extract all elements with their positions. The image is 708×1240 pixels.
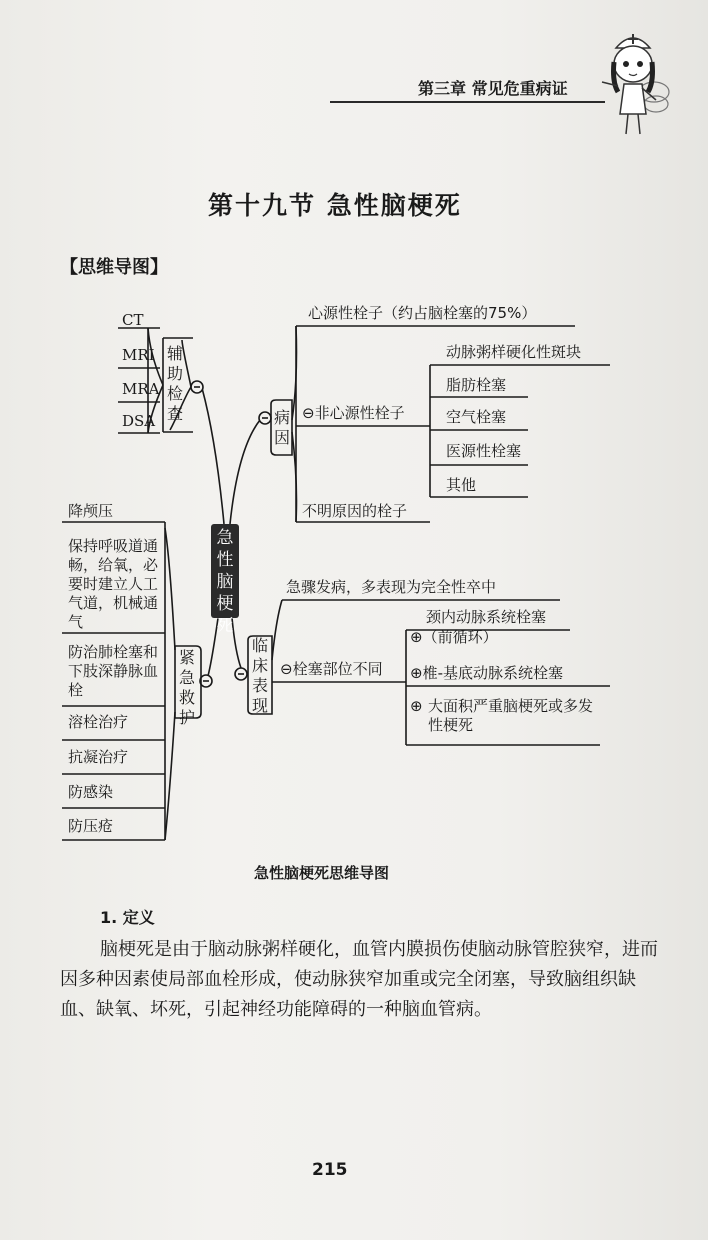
mind-map-caption: 急性脑梗死思维导图: [254, 864, 390, 882]
mind-map-center-node: [211, 524, 239, 636]
definition-heading: 1. 定义: [100, 908, 155, 927]
aux-exam-item: DSA: [122, 412, 156, 430]
section-title: 第十九节 急性脑梗死: [208, 191, 462, 220]
emergency-item: 降颅压: [68, 502, 114, 520]
emergency-label: 紧急救护: [178, 648, 195, 727]
etiology-item: 空气栓塞: [446, 408, 507, 426]
aux-exam-label: 辅助检查: [166, 344, 183, 423]
etiology-item: 其他: [446, 476, 477, 494]
etiology-item: 医源性栓塞: [446, 442, 522, 460]
clinical-carotid-sub: ⊕（前循环）: [410, 628, 498, 646]
etiology-item: 动脉粥样硬化性斑块: [446, 343, 582, 361]
etiology-label: 病因: [273, 408, 290, 447]
emergency-item: 防治肺栓塞和下肢深静脉血栓: [68, 643, 159, 699]
chapter-header: 第三章 常见危重病证: [418, 79, 568, 98]
etiology-item: 脂肪栓塞: [446, 376, 507, 394]
center-label: 急性脑梗死: [216, 528, 234, 636]
emergency-item: 溶栓治疗: [68, 713, 129, 731]
clinical-massive-prefix: ⊕: [410, 697, 423, 715]
aux-exam-item: MRI: [122, 346, 155, 364]
clinical-massive: 大面积严重脑梗死或多发性梗死: [428, 697, 594, 734]
clinical-location: ⊖栓塞部位不同: [280, 660, 383, 678]
clinical-vertebral: ⊕椎-基底动脉系统栓塞: [410, 664, 563, 682]
aux-exam-item: CT: [122, 311, 144, 329]
aux-exam-item: MRA: [122, 380, 160, 398]
etiology-non-cardiogenic: ⊖非心源性栓子: [302, 404, 405, 422]
emergency-item: 抗凝治疗: [68, 748, 129, 766]
emergency-item: 保持呼吸道通畅，给氧，必要时建立人工气道，机械通气: [68, 537, 159, 631]
clinical-sudden: 急骤发病，多表现为完全性卒中: [286, 578, 497, 596]
etiology-unknown: 不明原因的栓子: [302, 502, 408, 520]
page-number: 215: [312, 1160, 348, 1180]
clinical-label: 临床表现: [251, 636, 268, 715]
mind-map-heading: 【思维导图】: [60, 257, 168, 278]
etiology-cardiogenic: 心源性栓子（约占脑栓塞的75%）: [308, 304, 537, 322]
clinical-carotid: 颈内动脉系统栓塞: [426, 608, 547, 626]
emergency-item: 防压疮: [68, 817, 114, 835]
emergency-item: 防感染: [68, 783, 114, 801]
definition-body: 脑梗死是由于脑动脉粥样硬化，血管内膜损伤使脑动脉管腔狭窄，进而因多种因素使局部血栓形成，使动脉狭窄加重或完全闭塞，导致脑组织缺血、缺氧、坏死，引起神经功能障碍的一种脑血管病。: [60, 939, 658, 1020]
